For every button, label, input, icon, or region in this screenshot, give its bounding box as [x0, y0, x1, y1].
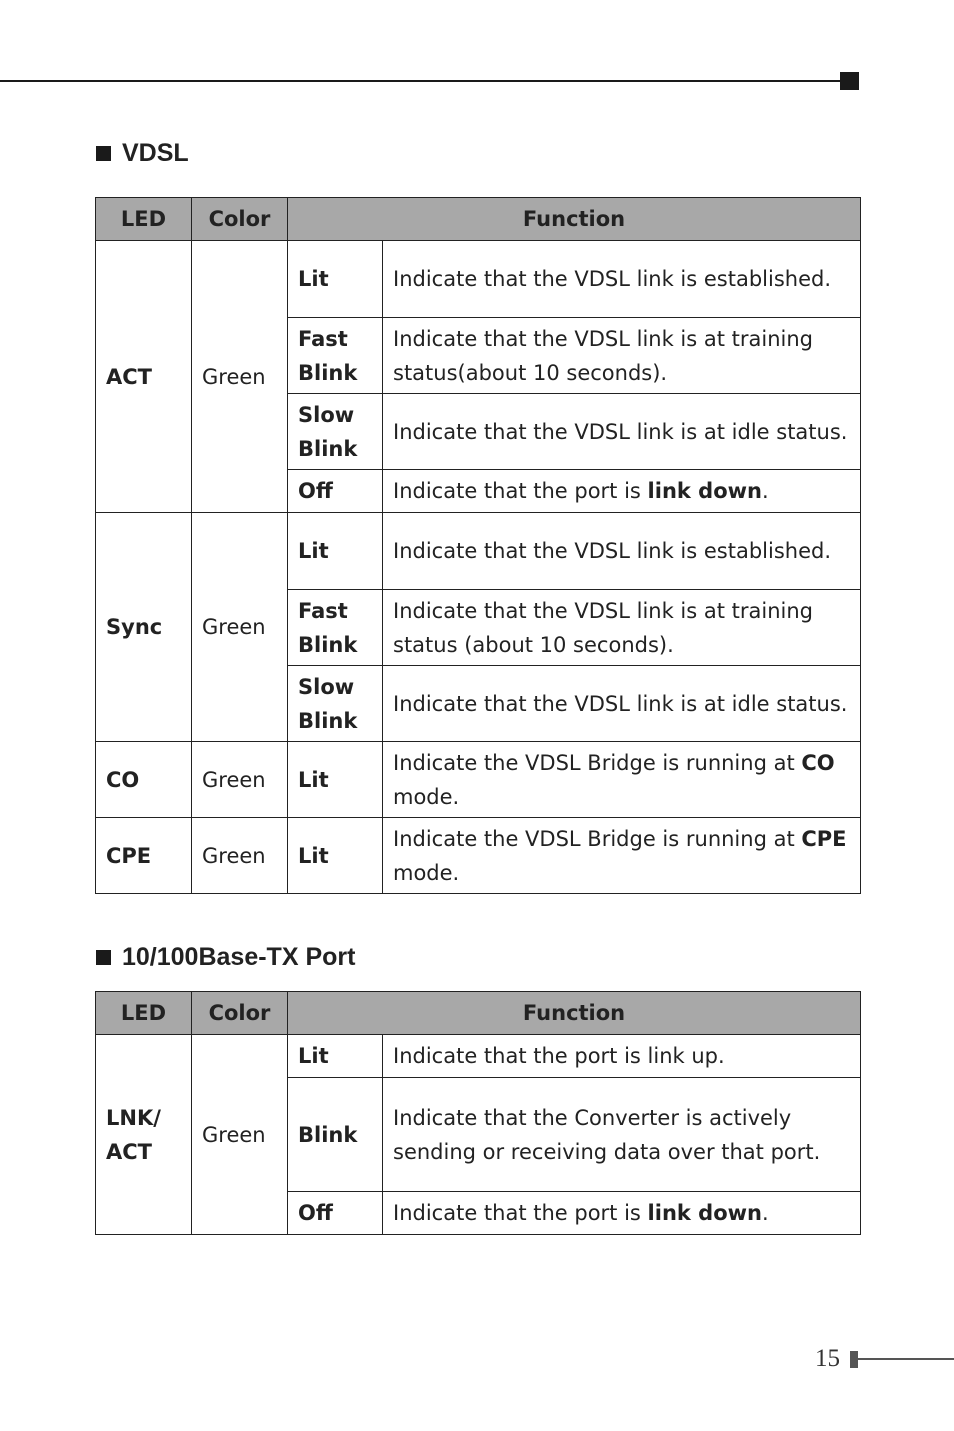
led-name-sync: Sync — [96, 513, 192, 742]
led-color: Green — [192, 241, 288, 513]
led-state: Lit — [288, 241, 383, 318]
table-header-row — [96, 198, 861, 241]
function-column-header: Function — [288, 198, 861, 241]
square-bullet-icon — [96, 146, 111, 161]
footer-square-marker — [850, 1351, 858, 1368]
led-color: Green — [192, 742, 288, 818]
led-description: Indicate that the Converter is actively sending or receiving data over that port. — [383, 1078, 861, 1192]
led-name-act: ACT — [96, 241, 192, 513]
bold-phrase: CPE — [801, 826, 847, 851]
led-description: Indicate that the VDSL link is at training status(about 10 seconds). — [383, 318, 861, 394]
led-column-header: LED — [96, 992, 192, 1035]
function-column-header: Function — [288, 992, 861, 1035]
led-description: Indicate that the port is link up. — [383, 1035, 861, 1078]
table-header-row — [96, 992, 861, 1035]
page-number: 15 — [815, 1345, 840, 1372]
color-column-header: Color — [192, 992, 288, 1035]
led-state: Off — [288, 1192, 383, 1235]
led-description: Indicate that the port is link down. — [383, 470, 861, 513]
led-state: Off — [288, 470, 383, 513]
bold-phrase: CO — [801, 750, 835, 775]
bold-phrase: link down — [647, 1201, 762, 1225]
led-state: Fast Blink — [288, 590, 383, 666]
led-description: Indicate that the VDSL link is at idle status. — [383, 394, 861, 470]
led-name-cpe: CPE — [96, 818, 192, 894]
led-description: Indicate the VDSL Bridge is running at CO mode. — [383, 742, 861, 818]
led-description: Indicate that the VDSL link is at idle status. — [383, 666, 861, 742]
led-state: Slow Blink — [288, 394, 383, 470]
led-description: Indicate the VDSL Bridge is running at CPE mode. — [383, 818, 861, 894]
led-state: Slow Blink — [288, 666, 383, 742]
tx-port-heading — [96, 943, 355, 972]
table-row — [96, 513, 861, 590]
led-state: Fast Blink — [288, 318, 383, 394]
vdsl-heading — [96, 139, 189, 168]
vdsl-led-table — [95, 197, 861, 894]
vdsl-heading-text: VDSL — [122, 139, 189, 167]
led-state: Lit — [288, 513, 383, 590]
header-rule — [0, 80, 845, 82]
led-description: Indicate that the VDSL link is at training status (about 10 seconds). — [383, 590, 861, 666]
tx-port-heading-text: 10/100Base-TX Port — [122, 943, 356, 971]
led-color: Green — [192, 818, 288, 894]
led-name-lnk-act: LNK/ ACT — [96, 1035, 192, 1235]
header-square-marker — [840, 72, 859, 90]
table-row — [96, 241, 861, 318]
led-column-header: LED — [96, 198, 192, 241]
led-description: Indicate that the VDSL link is established. — [383, 513, 861, 590]
led-color: Green — [192, 513, 288, 742]
led-description: Indicate that the VDSL link is established. — [383, 241, 861, 318]
table-row — [96, 818, 861, 894]
table-row — [96, 1035, 861, 1078]
led-state: Lit — [288, 742, 383, 818]
table-row — [96, 742, 861, 818]
footer-rule — [858, 1358, 954, 1360]
led-color: Green — [192, 1035, 288, 1235]
bold-phrase: link down — [647, 479, 762, 503]
tx-port-led-table — [95, 991, 861, 1235]
led-state: Lit — [288, 1035, 383, 1078]
led-name-co: CO — [96, 742, 192, 818]
square-bullet-icon — [96, 950, 111, 965]
color-column-header: Color — [192, 198, 288, 241]
led-state: Blink — [288, 1078, 383, 1192]
led-description: Indicate that the port is link down. — [383, 1192, 861, 1235]
led-state: Lit — [288, 818, 383, 894]
